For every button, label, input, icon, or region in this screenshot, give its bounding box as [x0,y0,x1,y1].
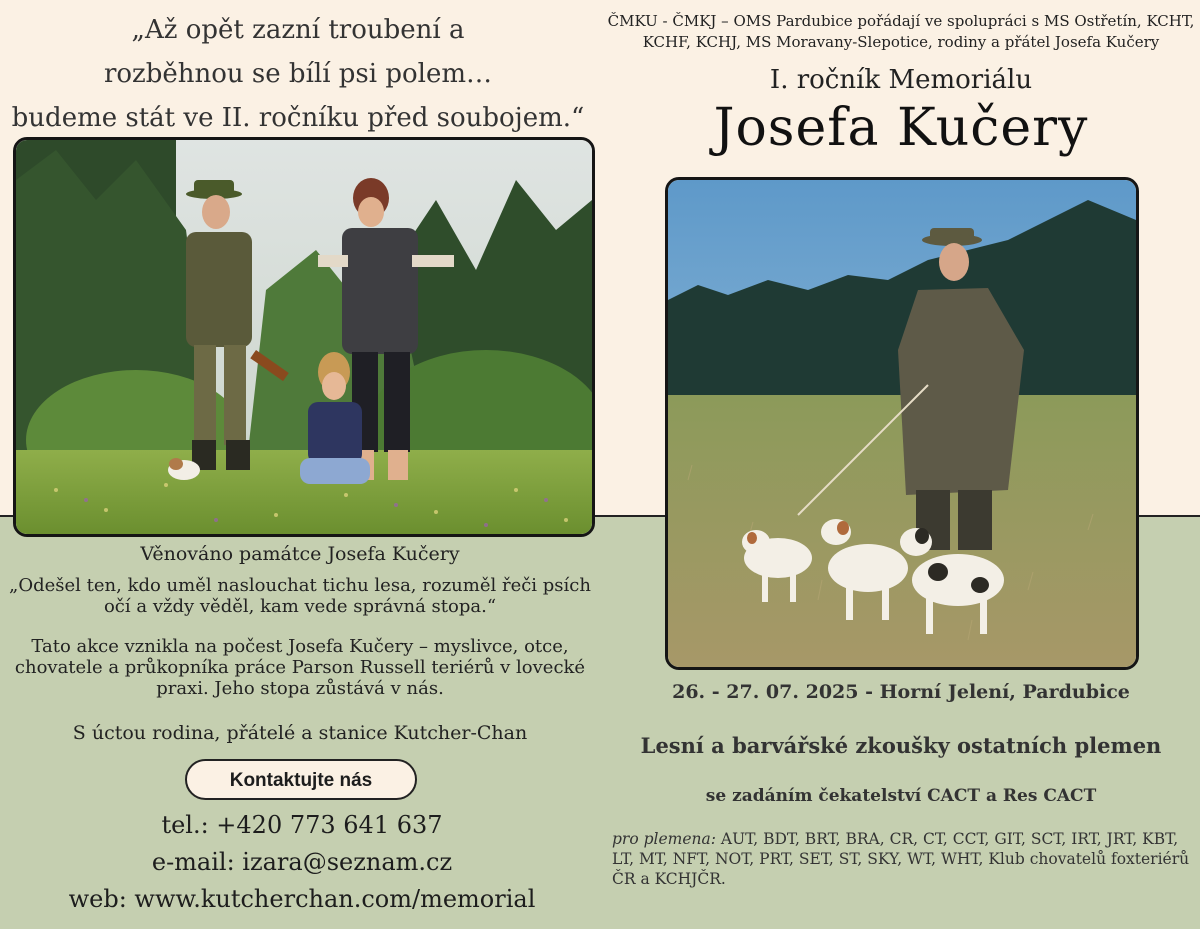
event-title: Lesní a barvářské zkoušky ostatních plemen [640,733,1162,758]
edition-title: I. ročník Memoriálu [769,65,1033,95]
opening-quote [0,8,596,140]
email-text: e-mail: izara@seznam.cz [151,848,453,876]
hunter-with-dogs-photo [665,177,1139,670]
dedication-text: Věnováno památce Josefa Kučery [140,543,460,565]
quote-line-2: rozběhnou se bílí psi polem… [103,59,493,89]
contact-button[interactable]: Kontaktujte nás [185,759,417,800]
breeds-codes: AUT, BDT, BRT, BRA, CR, CT, CCT, GIT, SCT, IRT, JRT, KBT, LT, MT, NFT, NOT, PRT, SET, ST, SKY, WT, WHT, Klub chovatelů foxteriérů ČR a KCHJČR. [612,830,1190,888]
event-date-place: 26. - 27. 07. 2025 - Horní Jelení, Pardubice [672,681,1130,703]
event-subtitle: se zadáním čekatelství CACT a Res CACT [705,786,1097,806]
signature-text: S úctou rodina, přátelé a stanice Kutcher-Chan [72,722,528,744]
organizers-text: ČMKU - ČMKJ – OMS Pardubice pořádají ve spolupráci s MS Ostřetín, KCHT, KCHF, KCHJ, MS Moravany-Slepotice, rodiny a přátel Josefa Kučery [607,12,1195,51]
memorial-name-title: Josefa Kučery [713,98,1089,158]
hunters-meadow-photo [13,137,595,537]
quote-line-1: „Až opět zazní troubení a [131,15,465,45]
web-text: web: www.kutcherchan.com/memorial [68,885,536,913]
breeds-list [612,829,1190,889]
memorial-quote: „Odešel ten, kdo uměl naslouchat tichu lesa, rozuměl řeči psích očí a vždy věděl, kam vede správná stopa.“ [9,575,591,617]
phone-text: tel.: +420 773 641 637 [161,811,443,839]
breeds-label: pro plemena: [612,830,716,848]
about-text: Tato akce vznikla na počest Josefa Kučery – myslivce, otce, chovatele a průkopníka práce Parson Russell teriérů v lovecké praxi. Jeho stopa zůstává v nás. [14,636,586,699]
quote-line-3: budeme stát ve II. ročníku před soubojem.“ [11,103,585,133]
